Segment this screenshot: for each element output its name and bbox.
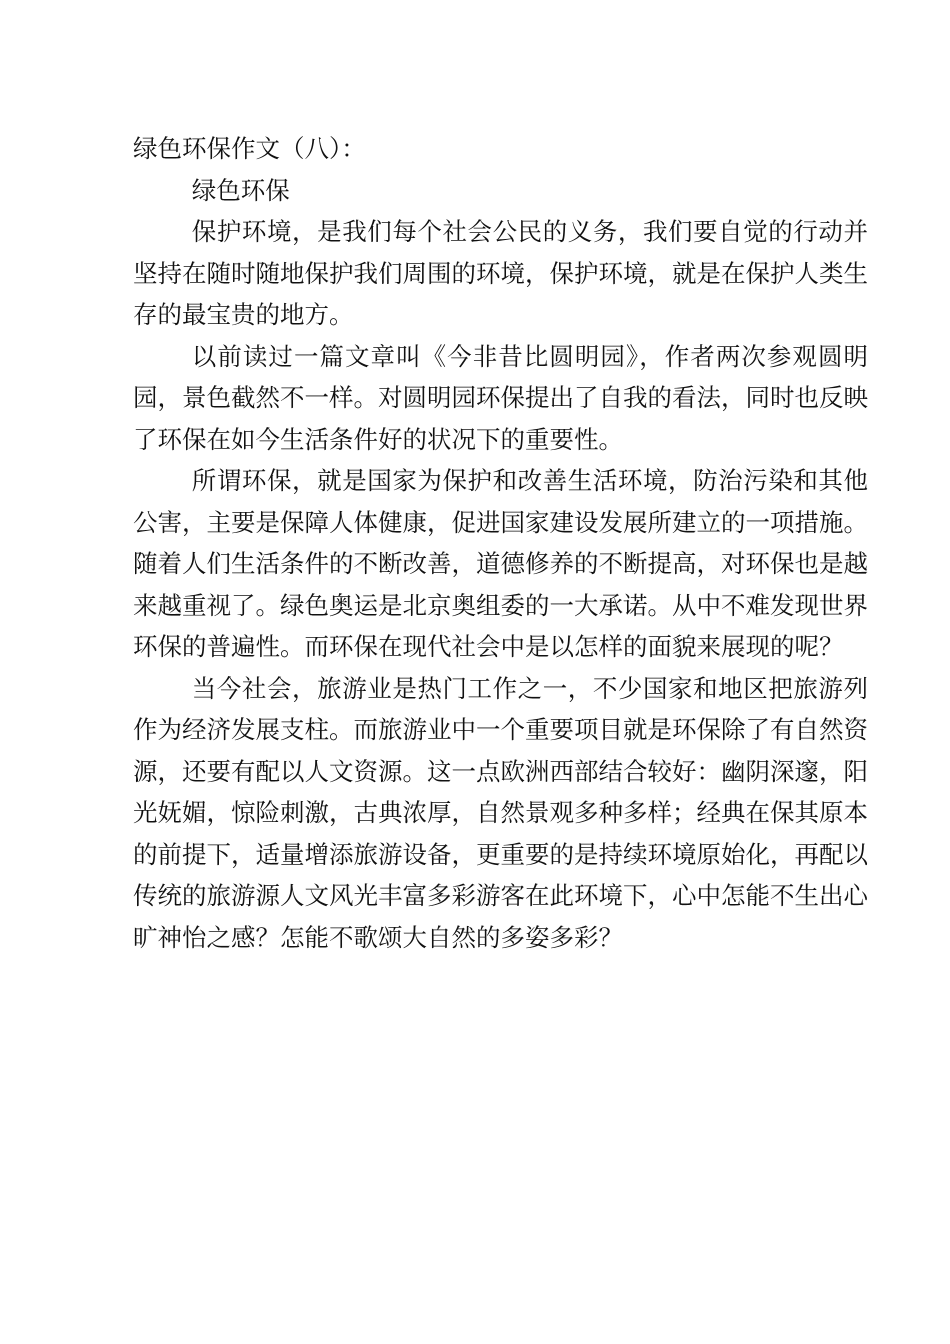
paragraph-4: 当今社会，旅游业是热门工作之一，不少国家和地区把旅游列作为经济发展支柱。而旅游业中一个重要项目就是环保除了有自然资源，还要有配以人文资源。这一点欧洲西部结合较好：幽阴深邃，阳光妩媚，惊险刺激，古典浓厚，自然景观多种多样；经典在保其原本的前提下，适量增添旅游设备，更重要的是持续环境原始化，再配以传统的旅游源人文风光丰富多彩游客在此环境下，心中怎能不生出心旷神怡之感？怎能不歌颂大自然的多姿多彩？ (133, 673, 868, 952)
paragraph-3: 所谓环保，就是国家为保护和改善生活环境，防治污染和其他公害，主要是保障人体健康，促进国家建设发展所建立的一项措施。随着人们生活条件的不断改善，道德修养的不断提高，对环保也是越来越重视了。绿色奥运是北京奥组委的一大承诺。从中不难发现世界环保的普遍性。而环保在现代社会中是以怎样的面貌来展现的呢？ (133, 466, 868, 661)
document-body (133, 128, 868, 958)
document-heading: 绿色环保作文（八）： (133, 134, 366, 163)
paragraph-2: 以前读过一篇文章叫《今非昔比圆明园》，作者两次参观圆明园，景色截然不一样。对圆明园环保提出了自我的看法，同时也反映了环保在如今生活条件好的状况下的重要性。 (133, 341, 868, 454)
paragraph-1: 保护环境，是我们每个社会公民的义务，我们要自觉的行动并坚持在随时随地保护我们周围的环境，保护环境，就是在保护人类生存的最宝贵的地方。 (133, 217, 868, 329)
essay-title: 绿色环保 (191, 175, 290, 205)
